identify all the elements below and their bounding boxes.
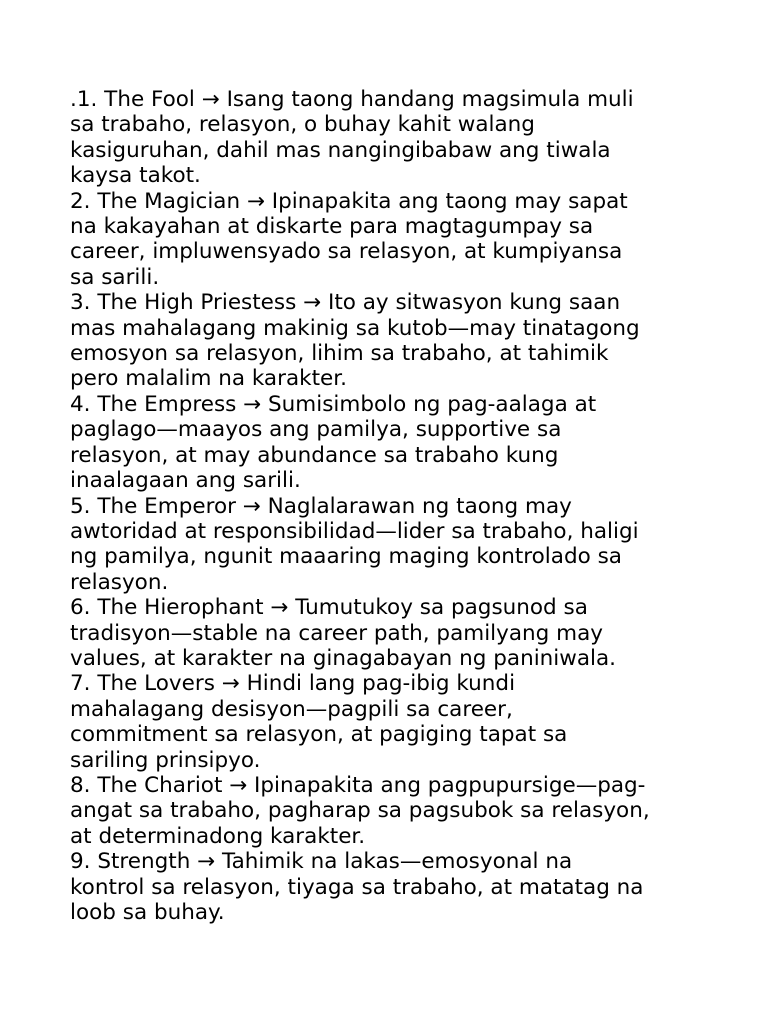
text-line: mahalagang desisyon—pagpili sa career,	[70, 696, 513, 722]
entry-strength	[70, 849, 710, 925]
document-body	[70, 87, 710, 925]
text-line: kaysa takot.	[70, 163, 201, 189]
entry-the-empress	[70, 392, 710, 494]
entry-the-emperor	[70, 494, 710, 596]
text-line: kontrol sa relasyon, tiyaga sa trabaho, at matatag na	[70, 874, 644, 900]
entry-the-fool	[70, 87, 710, 189]
text-line: at determinadong karakter.	[70, 823, 366, 849]
text-line: sariling prinsipyo.	[70, 747, 261, 773]
text-line: paglago—maayos ang pamilya, supportive sa	[70, 417, 562, 443]
text-line: loob sa buhay.	[70, 900, 225, 925]
text-line: relasyon, at may abundance sa trabaho kung	[70, 442, 559, 468]
text-line: angat sa trabaho, pagharap sa pagsubok sa relasyon,	[70, 798, 650, 824]
text-line: na kakayahan at diskarte para magtagumpay sa	[70, 214, 594, 240]
text-line: kasiguruhan, dahil mas nangingibabaw ang tiwala	[70, 137, 611, 163]
entry-the-high-priestess	[70, 290, 710, 392]
entry-the-chariot	[70, 773, 710, 849]
text-line: emosyon sa relasyon, lihim sa trabaho, at tahimik	[70, 341, 609, 367]
text-line: inaalagaan ang sarili.	[70, 468, 301, 494]
text-line: 9. Strength → Tahimik na lakas—emosyonal na	[70, 849, 573, 875]
text-line: ng pamilya, ngunit maaaring maging kontrolado sa	[70, 544, 622, 570]
text-line: sa trabaho, relasyon, o buhay kahit walang	[70, 112, 535, 138]
entry-the-hierophant	[70, 595, 710, 671]
text-line: 2. The Magician → Ipinapakita ang taong may sapat	[70, 188, 628, 214]
text-line: 3. The High Priestess → Ito ay sitwasyon kung saan	[70, 290, 621, 316]
text-line: commitment sa relasyon, at pagiging tapat sa	[70, 722, 568, 748]
text-line: 5. The Emperor → Naglalarawan ng taong may	[70, 493, 572, 519]
text-line: tradisyon—stable na career path, pamilyang may	[70, 620, 603, 646]
text-line: career, impluwensyado sa relasyon, at kumpiyansa	[70, 239, 623, 265]
text-line: 7. The Lovers → Hindi lang pag-ibig kundi	[70, 671, 516, 697]
text-line: 8. The Chariot → Ipinapakita ang pagpupursige—pag-	[70, 772, 646, 798]
text-line: awtoridad at responsibilidad—lider sa trabaho, haligi	[70, 518, 639, 544]
text-line: 4. The Empress → Sumisimbolo ng pag-aalaga at	[70, 391, 597, 417]
text-line: relasyon.	[70, 569, 169, 595]
text-line: sa sarili.	[70, 264, 160, 290]
text-line: 6. The Hierophant → Tumutukoy sa pagsunod sa	[70, 595, 588, 621]
text-line: values, at karakter na ginagabayan ng paniniwala.	[70, 645, 617, 671]
entry-the-magician	[70, 189, 710, 291]
text-line: mas mahalagang makinig sa kutob—may tinatagong	[70, 315, 640, 341]
entry-the-lovers	[70, 671, 710, 773]
text-line: .1. The Fool → Isang taong handang magsimula muli	[70, 87, 634, 112]
text-line: pero malalim na karakter.	[70, 366, 347, 392]
